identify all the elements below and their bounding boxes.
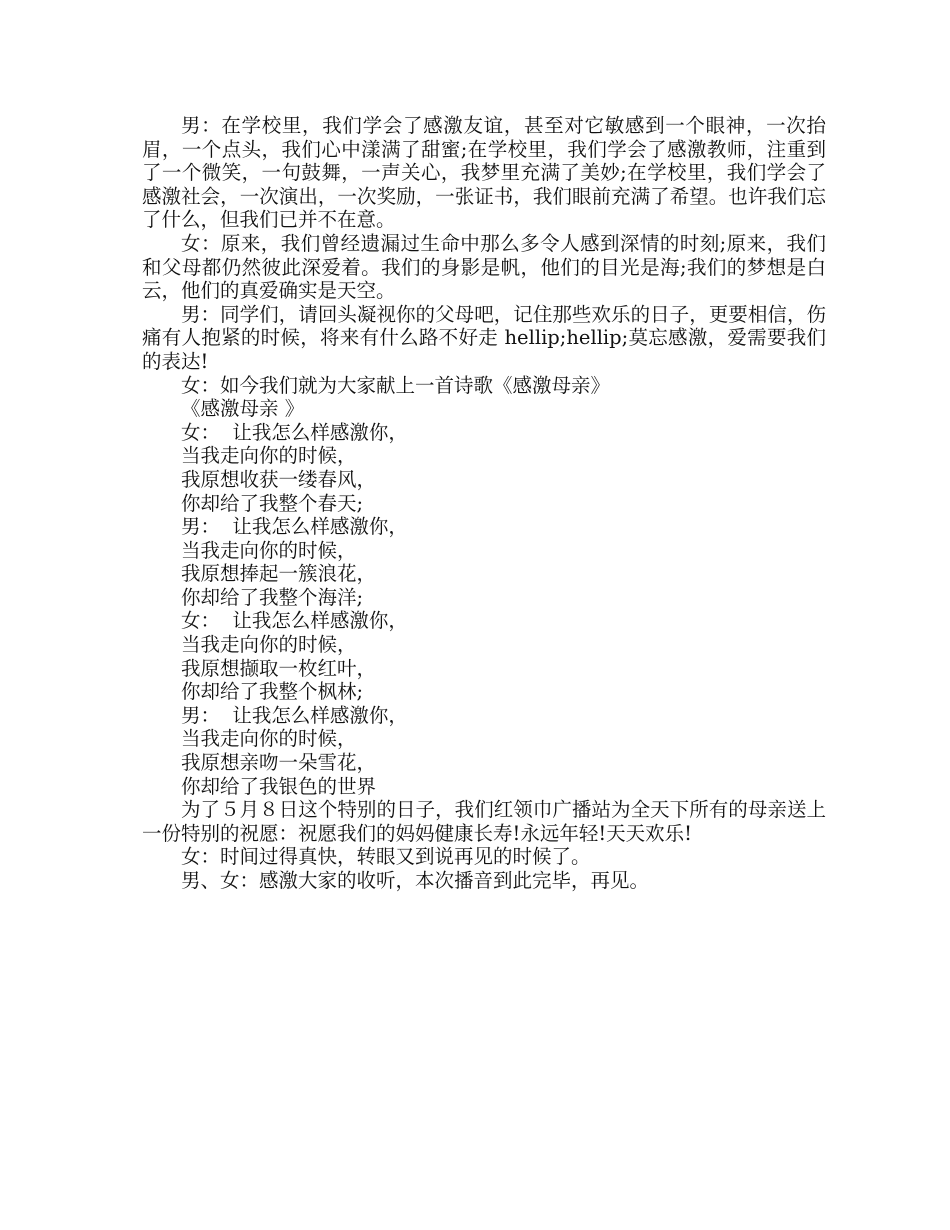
document-body [142,114,826,893]
paragraph-female-farewell: 女：时间过得真快，转眼又到说再见的时候了。 [181,845,591,869]
poem-line: 你却给了我整个枫林; [181,680,364,704]
poem-title: 《感激母亲 》 [181,397,305,421]
paragraph-mothers-day-wish: 为了５月８日这个特别的日子，我们红领巾广播站为全天下所有的母亲送上一份特别的祝愿：祝愿我们的妈妈健康长寿!永远年轻!天天欢乐! [142,798,826,845]
poem-line: 男： 让我怎么样感激你， [181,703,408,727]
poem-line: 你却给了我整个春天; [181,491,364,515]
poem-line: 男： 让我怎么样感激你， [181,515,408,539]
paragraph-male-school: 男：在学校里，我们学会了感激友谊，甚至对它敏感到一个眼神，一次抬眉，一个点头，我们心中漾满了甜蜜;在学校里，我们学会了感激教师，注重到了一个微笑，一句鼓舞，一声关心，我梦里充满了美妙;在学校里，我们学会了感激社会，一次演出，一次奖励，一张证书，我们眼前充满了希望。也许我们忘了什么，但我们已并不在意。 [142,114,826,232]
paragraph-both-closing: 男、女：感激大家的收听，本次播音到此完毕，再见。 [181,869,650,892]
poem-line: 你却给了我整个海洋; [181,585,364,609]
poem-line: 我原想撷取一枚红叶， [181,656,377,680]
poem-line: 我原想收获一缕春风， [181,467,377,491]
poem-line: 当我走向你的时候， [181,444,357,468]
poem-line: 我原想亲吻一朵雪花， [181,751,377,775]
poem-line: 女： 让我怎么样感激你， [181,420,408,444]
poem-line: 我原想捧起一簇浪花， [181,562,377,586]
poem [142,421,826,799]
paragraph-female-poem-intro: 女：如今我们就为大家献上一首诗歌《感激母亲》 [181,373,611,397]
poem-line: 当我走向你的时候， [181,727,357,751]
poem-line: 当我走向你的时候， [181,633,357,657]
poem-line: 你却给了我银色的世界 [181,774,377,798]
paragraph-female-parents: 女：原来，我们曾经遗漏过生命中那么多令人感到深情的时刻;原来，我们和父母都仍然彼此深爱着。我们的身影是帆，他们的目光是海;我们的梦想是白云，他们的真爱确实是天空。 [142,231,826,303]
poem-line: 女： 让我怎么样感激你， [181,609,408,633]
poem-line: 当我走向你的时候， [181,538,357,562]
paragraph-male-classmates: 男：同学们，请回头凝视你的父母吧，记住那些欢乐的日子，更要相信，伤痛有人抱紧的时候，将来有什么路不好走 hellip;hellip;莫忘感激，爱需要我们的表达! [142,302,826,373]
